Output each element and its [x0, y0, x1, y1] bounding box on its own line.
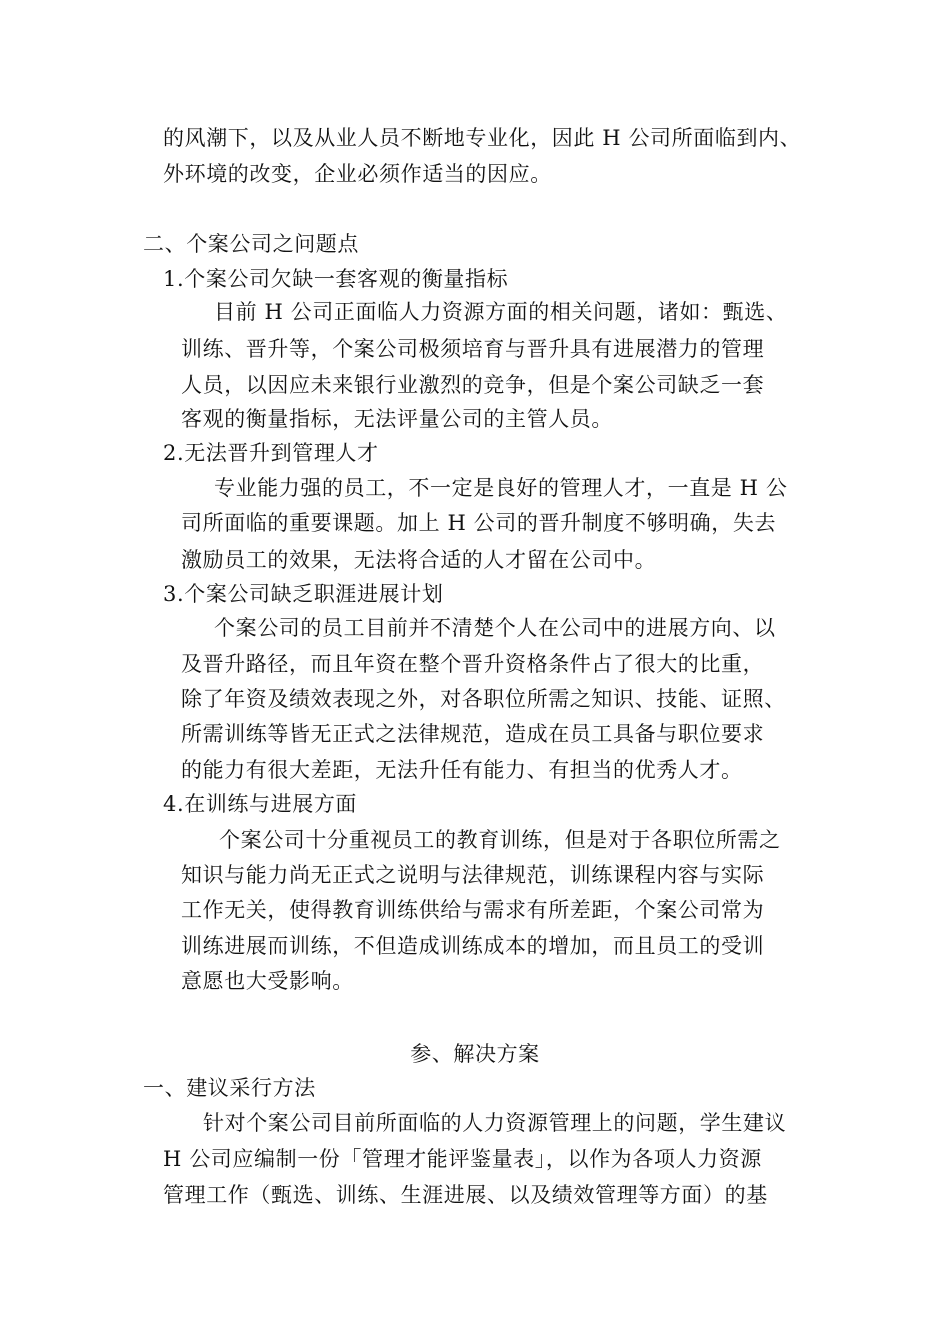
paragraph-line: 专业能力强的员工，不一定是良好的管理人才，一直是 H 公: [214, 476, 788, 500]
paragraph-line: 工作无关，使得教育训练供给与需求有所差距，个案公司常为: [181, 898, 765, 922]
section-heading: 二、个案公司之问题点: [143, 232, 359, 256]
part-title: 参、解决方案: [410, 1042, 540, 1066]
paragraph-line: 客观的衡量指标，无法评量公司的主管人员。: [181, 407, 613, 431]
intro-line-1: 的风潮下，以及从业人员不断地专业化，因此 H 公司所面临到内、: [163, 126, 802, 150]
paragraph-line: 训练进展而训练，不但造成训练成本的增加，而且员工的受训: [181, 934, 765, 958]
paragraph-line: 个案公司十分重视员工的教育训练，但是对于各职位所需之: [219, 828, 781, 852]
paragraph-line: 及晋升路径，而且年资在整个晋升资格条件占了很大的比重，: [181, 652, 765, 676]
section-heading: 一、建议采行方法: [143, 1076, 316, 1100]
paragraph-line: 除了年资及绩效表现之外，对各职位所需之知识、技能、证照、: [181, 687, 786, 711]
paragraph-line: 个案公司的员工目前并不清楚个人在公司中的进展方向、以: [214, 616, 776, 640]
paragraph-line: 意愿也大受影响。: [181, 969, 354, 993]
item-title: 4.在训练与进展方面: [163, 792, 358, 816]
paragraph-line: 知识与能力尚无正式之说明与法律规范，训练课程内容与实际: [181, 863, 765, 887]
paragraph-line: 司所面临的重要课题。加上 H 公司的晋升制度不够明确，失去: [181, 511, 777, 535]
paragraph-line: 人员，以因应未来银行业激烈的竞争，但是个案公司缺乏一套: [181, 373, 765, 397]
paragraph-line: 所需训练等皆无正式之法律规范，造成在员工具备与职位要求: [181, 722, 765, 746]
intro-line-2: 外环境的改变，企业必须作适当的因应。: [163, 162, 552, 186]
paragraph-line: 针对个案公司目前所面临的人力资源管理上的问题，学生建议: [203, 1111, 787, 1135]
paragraph-line: 训练、晋升等，个案公司极须培育与晋升具有进展潜力的管理: [181, 337, 765, 361]
item-title: 1.个案公司欠缺一套客观的衡量指标: [163, 267, 509, 291]
paragraph-line: 管理工作（甄选、训练、生涯进展、以及绩效管理等方面）的基: [163, 1183, 768, 1207]
item-title: 3.个案公司缺乏职涯进展计划: [163, 582, 444, 606]
item-title: 2.无法晋升到管理人才: [163, 441, 379, 465]
paragraph-line: 的能力有很大差距，无法升任有能力、有担当的优秀人才。: [181, 758, 743, 782]
paragraph-line: H 公司应编制一份「管理才能评鉴量表」，以作为各项人力资源: [163, 1147, 762, 1171]
paragraph-line: 目前 H 公司正面临人力资源方面的相关问题，诸如：甄选、: [214, 300, 788, 324]
paragraph-line: 激励员工的效果，无法将合适的人才留在公司中。: [181, 548, 657, 572]
